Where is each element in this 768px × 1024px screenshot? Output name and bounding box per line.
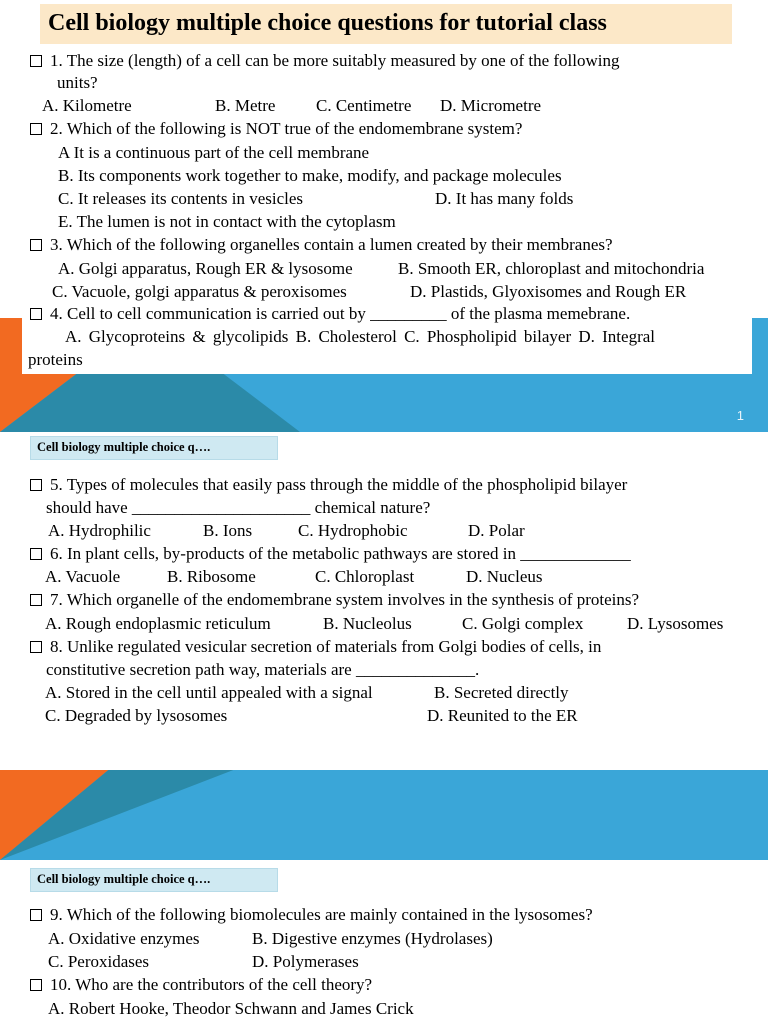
question-2: [30, 118, 522, 140]
question-text: 10. Who are the contributors of the cell theory?: [50, 975, 373, 994]
option: A. Kilometre: [42, 96, 132, 115]
option: B. Secreted directly: [434, 683, 569, 702]
option: B. Digestive enzymes (Hydrolases): [252, 929, 493, 948]
checkbox-icon: [30, 308, 42, 320]
option: E. The lumen is not in contact with the cytoplasm: [58, 212, 396, 231]
checkbox-icon: [30, 594, 42, 606]
page-number: 1: [736, 408, 744, 423]
slide-3: [0, 752, 768, 1024]
option: D. It has many folds: [435, 189, 574, 208]
question-6: [30, 543, 631, 565]
option: A. Rough endoplasmic reticulum: [45, 614, 271, 633]
slide-header: [30, 436, 278, 460]
checkbox-icon: [30, 979, 42, 991]
question-8: [30, 636, 601, 658]
question-text: 9. Which of the following biomolecules are mainly contained in the lysosomes?: [50, 905, 593, 924]
option: B. Ribosome: [167, 567, 256, 586]
slide-2: [0, 432, 768, 750]
question-5: [30, 474, 627, 496]
option: D. Polar: [468, 521, 525, 540]
checkbox-icon: [30, 641, 42, 653]
checkbox-icon: [30, 123, 42, 135]
option: D. Lysosomes: [627, 614, 724, 633]
option: B. Its components work together to make, modify, and package molecules: [58, 166, 562, 185]
question-8-cont: constitutive secretion path way, materials are ______________.: [46, 660, 480, 679]
question-4: [30, 303, 630, 325]
question-text: 8. Unlike regulated vesicular secretion of materials from Golgi bodies of cells, in: [50, 637, 602, 656]
slide-header: [30, 868, 278, 892]
question-text: 1. The size (length) of a cell can be more suitably measured by one of the following: [50, 51, 620, 70]
option: B. Nucleolus: [323, 614, 412, 633]
question-text: 7. Which organelle of the endomembrane system involves in the synthesis of proteins?: [50, 590, 640, 609]
option: B. Ions: [203, 521, 253, 540]
option: D. Plastids, Glyoxisomes and Rough ER: [410, 282, 687, 301]
option: A. Stored in the cell until appealed with a signal: [45, 683, 373, 702]
option-line: proteins: [28, 350, 83, 369]
page-title: Cell biology multiple choice questions for tutorial class: [48, 10, 607, 36]
option: A It is a continuous part of the cell membrane: [58, 143, 370, 162]
question-5-cont: should have _____________________ chemical nature?: [46, 498, 431, 517]
checkbox-icon: [30, 909, 42, 921]
option: D. Reunited to the ER: [427, 706, 578, 725]
slide-header-text: Cell biology multiple choice q….: [37, 872, 211, 886]
option: A. Oxidative enzymes: [48, 929, 200, 948]
option: A. Hydrophilic: [48, 521, 151, 540]
option: C. It releases its contents in vesicles: [58, 189, 304, 208]
option: C. Hydrophobic: [298, 521, 408, 540]
question-9: [30, 904, 593, 926]
slide-header-text: Cell biology multiple choice q….: [37, 440, 211, 454]
question-text: 2. Which of the following is NOT true of the endomembrane system?: [50, 119, 523, 138]
option: A. Robert Hooke, Theodor Schwann and James Crick: [48, 999, 414, 1018]
slide-3-decoration: [0, 752, 768, 860]
option: A. Golgi apparatus, Rough ER & lysosome: [58, 259, 353, 278]
question-10: [30, 974, 372, 996]
question-1: [30, 50, 619, 72]
option: B. Smooth ER, chloroplast and mitochondria: [398, 259, 705, 278]
question-text: 5. Types of molecules that easily pass through the middle of the phospholipid bilayer: [50, 475, 628, 494]
checkbox-icon: [30, 55, 42, 67]
question-3: [30, 234, 613, 256]
checkbox-icon: [30, 239, 42, 251]
checkbox-icon: [30, 479, 42, 491]
question-7: [30, 589, 639, 611]
question-text: 3. Which of the following organelles contain a lumen created by their membranes?: [50, 235, 613, 254]
option: D. Micrometre: [440, 96, 542, 115]
option: C. Golgi complex: [462, 614, 584, 633]
question-text: 6. In plant cells, by-products of the metabolic pathways are stored in _____________: [50, 544, 631, 563]
option-line: A. Glycoproteins & glycolipids B. Cholesterol C. Phospholipid bilayer D. Integral: [65, 327, 655, 346]
option: C. Chloroplast: [315, 567, 415, 586]
option: C. Peroxidases: [48, 952, 150, 971]
option: D. Nucleus: [466, 567, 543, 586]
option: B. Metre: [215, 96, 276, 115]
option: C. Centimetre: [316, 96, 412, 115]
option: C. Degraded by lysosomes: [45, 706, 228, 725]
question-text: 4. Cell to cell communication is carried out by _________ of the plasma memebrane.: [50, 304, 631, 323]
checkbox-icon: [30, 548, 42, 560]
option: A. Vacuole: [45, 567, 121, 586]
slide-1: [0, 0, 768, 432]
option: D. Polymerases: [252, 952, 359, 971]
question-1-cont: units?: [57, 73, 98, 92]
option: C. Vacuole, golgi apparatus & peroxisomes: [52, 282, 347, 301]
